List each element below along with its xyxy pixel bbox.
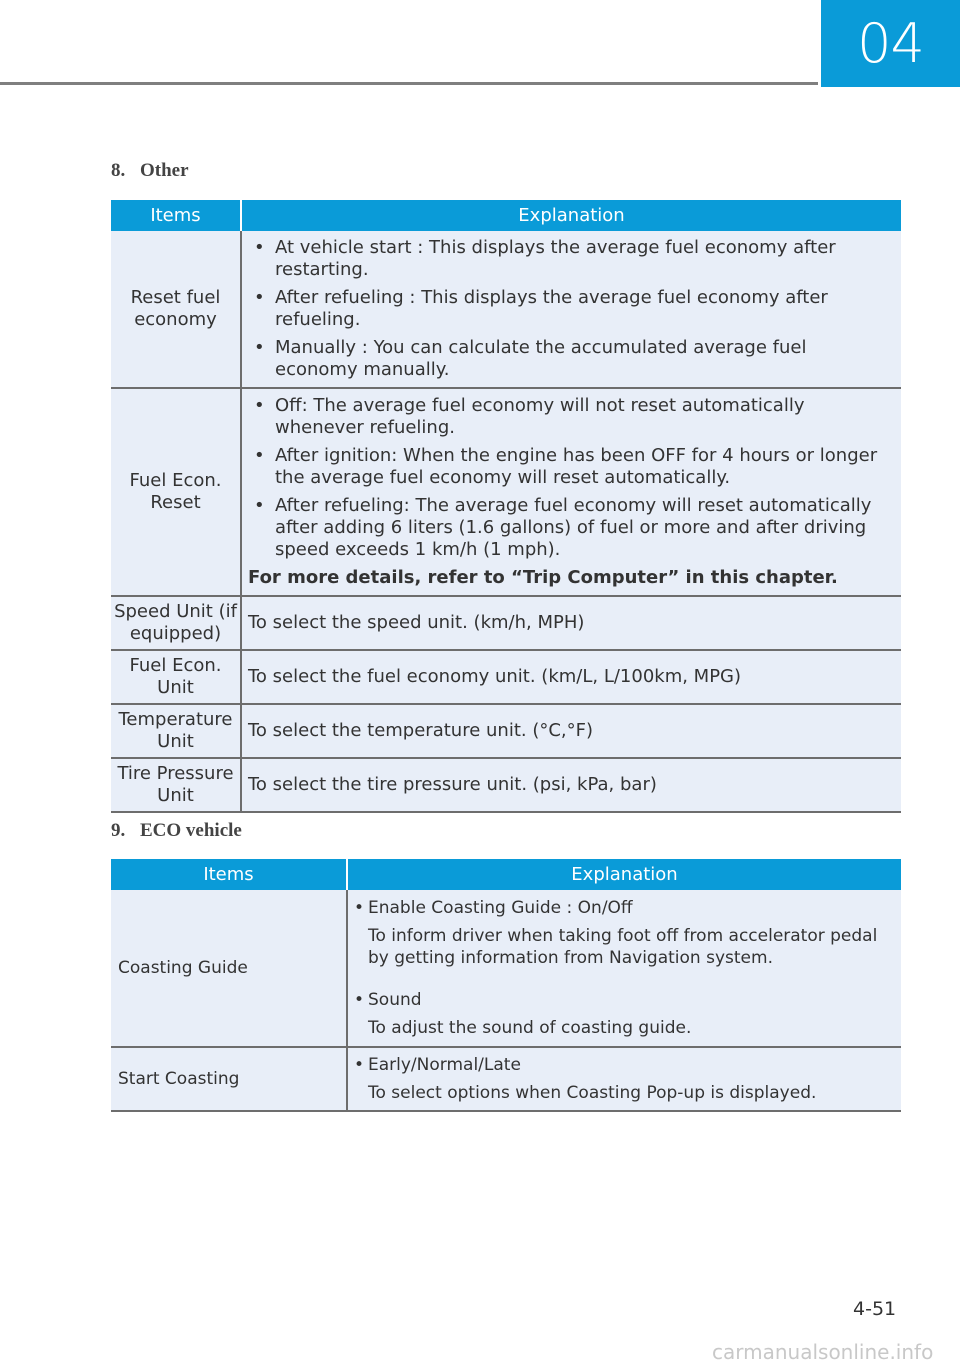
explanation-cell	[347, 890, 901, 1047]
section-number: 9.	[111, 820, 126, 841]
option-description: To adjust the sound of coasting guide.	[368, 1018, 692, 1038]
option-entry	[354, 989, 889, 1039]
table-row	[111, 388, 901, 596]
table-header-row	[111, 200, 901, 231]
explanation-cell: To select the temperature unit. (°C,°F)	[241, 704, 901, 758]
reference-note: For more details, refer to “Trip Computer” in this chapter.	[248, 567, 838, 588]
header-rule	[0, 82, 818, 85]
bullet-item: • Manually : You can calculate the accumulated average fuel economy manually.	[248, 337, 889, 381]
explanation-cell: To select the fuel economy unit. (km/L, L/100km, MPG)	[241, 650, 901, 704]
item-cell: Tire Pressure Unit	[111, 758, 241, 812]
explanation-cell	[241, 388, 901, 596]
section-title: ECO vehicle	[140, 820, 242, 841]
item-cell: Fuel Econ. Unit	[111, 650, 241, 704]
item-cell: Fuel Econ. Reset	[111, 388, 241, 596]
item-cell: Temperature Unit	[111, 704, 241, 758]
explanation-cell	[241, 231, 901, 388]
option-entry	[354, 897, 889, 969]
section-title: Other	[140, 160, 189, 181]
explanation-cell	[347, 1047, 901, 1111]
table-row	[111, 596, 901, 650]
bullet-item: • After refueling: The average fuel economy will reset automatically after adding 6 liters (1.6 gallons) of fuel or more and after driving speed exceeds 1 km/h (1 mph).	[248, 495, 889, 561]
item-cell: Start Coasting	[111, 1047, 347, 1111]
item-cell: Speed Unit (if equipped)	[111, 596, 241, 650]
item-cell: Coasting Guide	[111, 890, 347, 1047]
bullet-item: • After ignition: When the engine has been OFF for 4 hours or longer the average fuel economy will reset automatically.	[248, 445, 889, 489]
table-row	[111, 758, 901, 812]
table-row	[111, 704, 901, 758]
chapter-tab: 04	[821, 0, 960, 87]
option-title: • Sound	[368, 990, 422, 1010]
table-row	[111, 1047, 901, 1111]
bullet-item: • Off: The average fuel economy will not reset automatically whenever refueling.	[248, 395, 889, 439]
page-number: 4-51	[853, 1298, 897, 1320]
explanation-cell: To select the tire pressure unit. (psi, kPa, bar)	[241, 758, 901, 812]
section-number: 8.	[111, 160, 126, 181]
column-header-explanation: Explanation	[347, 859, 901, 890]
bullet-item: • After refueling : This displays the average fuel economy after refueling.	[248, 287, 889, 331]
table-row	[111, 231, 901, 388]
watermark: carmanualsonline.info	[712, 1340, 934, 1364]
other-settings-table	[111, 200, 901, 813]
eco-vehicle-table	[111, 859, 901, 1112]
section-8-heading	[111, 160, 189, 182]
explanation-cell: To select the speed unit. (km/h, MPH)	[241, 596, 901, 650]
column-header-items: Items	[111, 200, 241, 231]
column-header-explanation: Explanation	[241, 200, 901, 231]
option-title: • Enable Coasting Guide : On/Off	[368, 898, 633, 918]
option-description: To inform driver when taking foot off from accelerator pedal by getting information from Navigation system.	[368, 926, 878, 968]
option-title: • Early/Normal/Late	[368, 1055, 521, 1075]
section-9-heading	[111, 820, 242, 842]
option-description: To select options when Coasting Pop-up is displayed.	[368, 1083, 817, 1103]
bullet-item: • At vehicle start : This displays the average fuel economy after restarting.	[248, 237, 889, 281]
table-row	[111, 650, 901, 704]
column-header-items: Items	[111, 859, 347, 890]
item-cell: Reset fuel economy	[111, 231, 241, 388]
table-row	[111, 890, 901, 1047]
option-entry	[354, 1054, 889, 1104]
table-header-row	[111, 859, 901, 890]
